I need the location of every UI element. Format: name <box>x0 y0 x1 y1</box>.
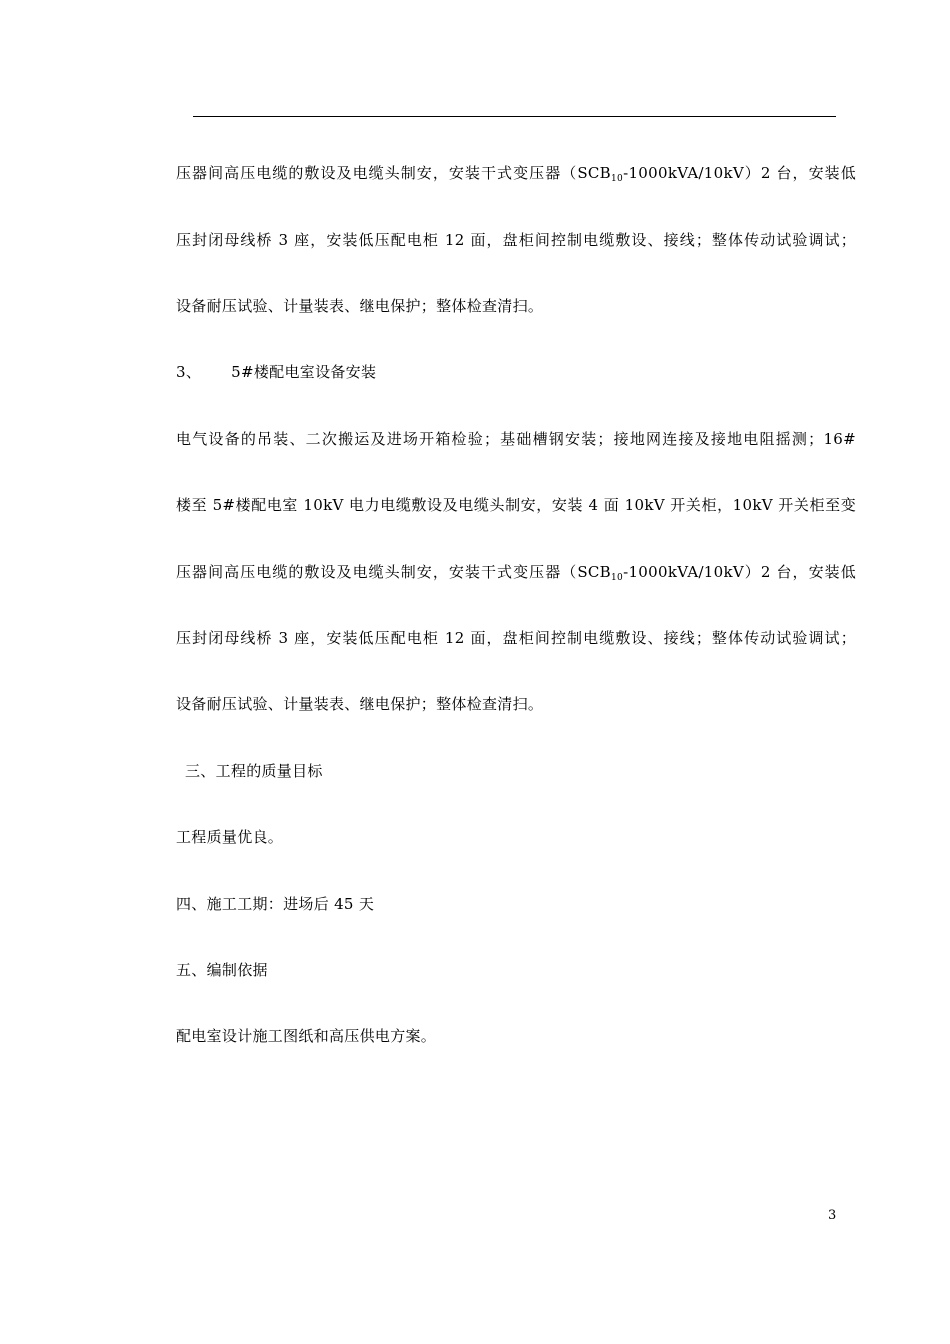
paragraph-line: 设备耐压试验、计量装表、继电保护；整体检查清扫。 <box>176 297 544 315</box>
paragraph-line: 工程质量优良。 <box>176 828 284 846</box>
paragraph-line: 压封闭母线桥 3 座，安装低压配电柜 12 面，盘柜间控制电缆敷设、接线；整体传动试验调试； <box>176 629 856 647</box>
section-heading: 四、施工工期：进场后 45 天 <box>176 895 375 913</box>
section-heading <box>176 362 376 382</box>
section-heading: 五、编制依据 <box>176 961 268 979</box>
page-number: 3 <box>828 1208 837 1223</box>
paragraph-line: 压封闭母线桥 3 座，安装低压配电柜 12 面，盘柜间控制电缆敷设、接线；整体传动试验调试； <box>176 231 856 249</box>
text-run: 压器间高压电缆的敷设及电缆头制安，安装干式变压器（SCB <box>176 563 612 581</box>
header-rule <box>193 116 836 117</box>
section-number: 3、 <box>176 363 202 381</box>
text-run: 压器间高压电缆的敷设及电缆头制安，安装干式变压器（SCB <box>176 164 612 182</box>
paragraph-line <box>176 163 856 183</box>
subscript: 10 <box>611 573 624 583</box>
text-run: -1000kVA/10kV）2 台，安装低 <box>623 164 857 182</box>
text-run: -1000kVA/10kV）2 台，安装低 <box>623 563 857 581</box>
paragraph-line: 配电室设计施工图纸和高压供电方案。 <box>176 1027 437 1045</box>
section-heading: 三、工程的质量目标 <box>185 762 323 780</box>
paragraph-line: 设备耐压试验、计量装表、继电保护；整体检查清扫。 <box>176 695 544 713</box>
paragraph-line: 楼至 5#楼配电室 10kV 电力电缆敷设及电缆头制安，安装 4 面 10kV 开关柜，10kV 开关柜至变 <box>176 496 856 514</box>
paragraph-line: 电气设备的吊装、二次搬运及进场开箱检验；基础槽钢安装；接地网连接及接地电阻摇测；16# <box>176 430 856 448</box>
section-title: 5#楼配电室设备安装 <box>231 363 377 381</box>
subscript: 10 <box>611 174 624 184</box>
paragraph-line <box>176 562 856 582</box>
